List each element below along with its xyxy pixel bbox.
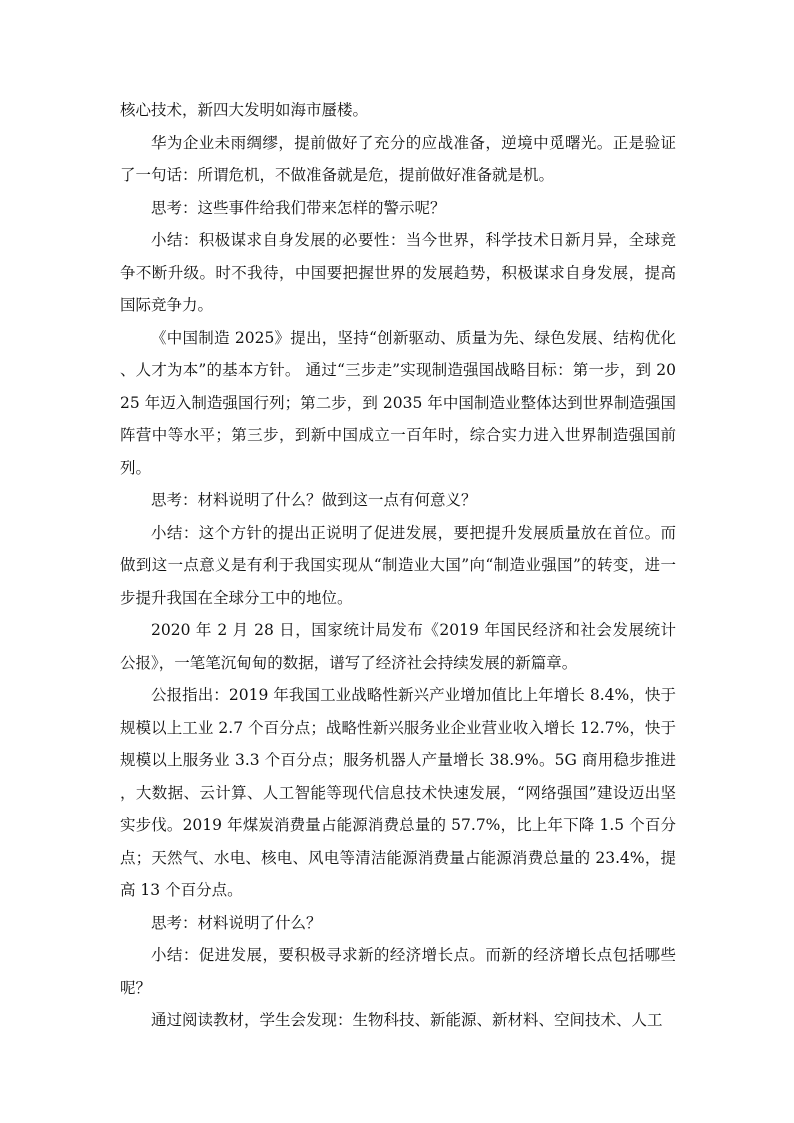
paragraph-question-1: 思考：这些事件给我们带来怎样的警示呢？ [151,198,446,217]
paragraph-question-2: 思考：材料说明了什么？做到这一点有何意义？ [151,491,477,509]
paragraph-continuation: 核心技术，新四大发明如海市蜃楼。 [120,101,369,119]
paragraph-summary-1: 小结：积极谋求自身发展的必要性：当今世界，科学技术日新月异，全球竞争不断升级。时不我待，中国要把握世界的发展趋势，积极谋求自身发展，提高国际竞争力。 [120,231,676,314]
paragraph-question-3: 思考：材料说明了什么？ [151,913,322,932]
document-body [120,94,676,1037]
paragraph-summary-2: 小结：这个方针的提出正说明了促进发展，要把提升发展质量放在首位。而做到这一点意义是有利于我国实现从“制造业大国”向“制造业强国”的转变，进一步提升我国在全球分工中的地位。 [120,523,676,607]
paragraph-summary-3: 小结：促进发展，要积极寻求新的经济增长点。而新的经济增长点包括哪些呢？ [120,946,676,997]
paragraph-huawei: 华为企业未雨绸缪，提前做好了充分的应战准备，逆境中觅曙光。正是验证了一句话：所谓危机，不做准备就是危，提前做好准备就是机。 [120,133,676,184]
paragraph-textbook-reading: 通过阅读教材，学生会发现：生物科技、新能源、新材料、空间技术、人工 [151,1011,663,1029]
paragraph-statistics-bulletin: 2020 年 2 月 28 日，国家统计局发布《2019 年国民经济和社会发展统计公报》，一笔笔沉甸甸的数据，谱写了经济社会持续发展的新篇章。 [120,621,676,672]
paragraph-made-in-china-2025: 《中国制造 2025》提出，坚持“创新驱动、质量为先、绿色发展、结构优化、人才为本”的基本方针。 通过“三步走”实现制造强国战略目标：第一步，到 2025 年迈入制造强国行列；第二步，到 2035 年中国制造业整体达到世界制造强国阵营中等水平；第三步，到新中国成立一百年时，综合实力进入世界制造强国前列。 [120,328,676,477]
paragraph-bulletin-data: 公报指出：2019 年我国工业战略性新兴产业增加值比上年增长 8.4%，快于规模以上工业 2.7 个百分点；战略性新兴服务业企业营业收入增长 12.7%，快于规模以上服务业 3.3 个百分点；服务机器人产量增长 38.9%。5G 商用稳步推进，大数据、云计算、人工智能等现代信息技术快速发展，“网络强国”建设迈出坚实步伐。2019 年煤炭消费量占能源消费总量的 57.7%，比上年下降 1.5 个百分点；天然气、水电、核电、风电等清洁能源消费量占能源消费总量的 23.4%，提高 13 个百分点。 [120,686,676,899]
